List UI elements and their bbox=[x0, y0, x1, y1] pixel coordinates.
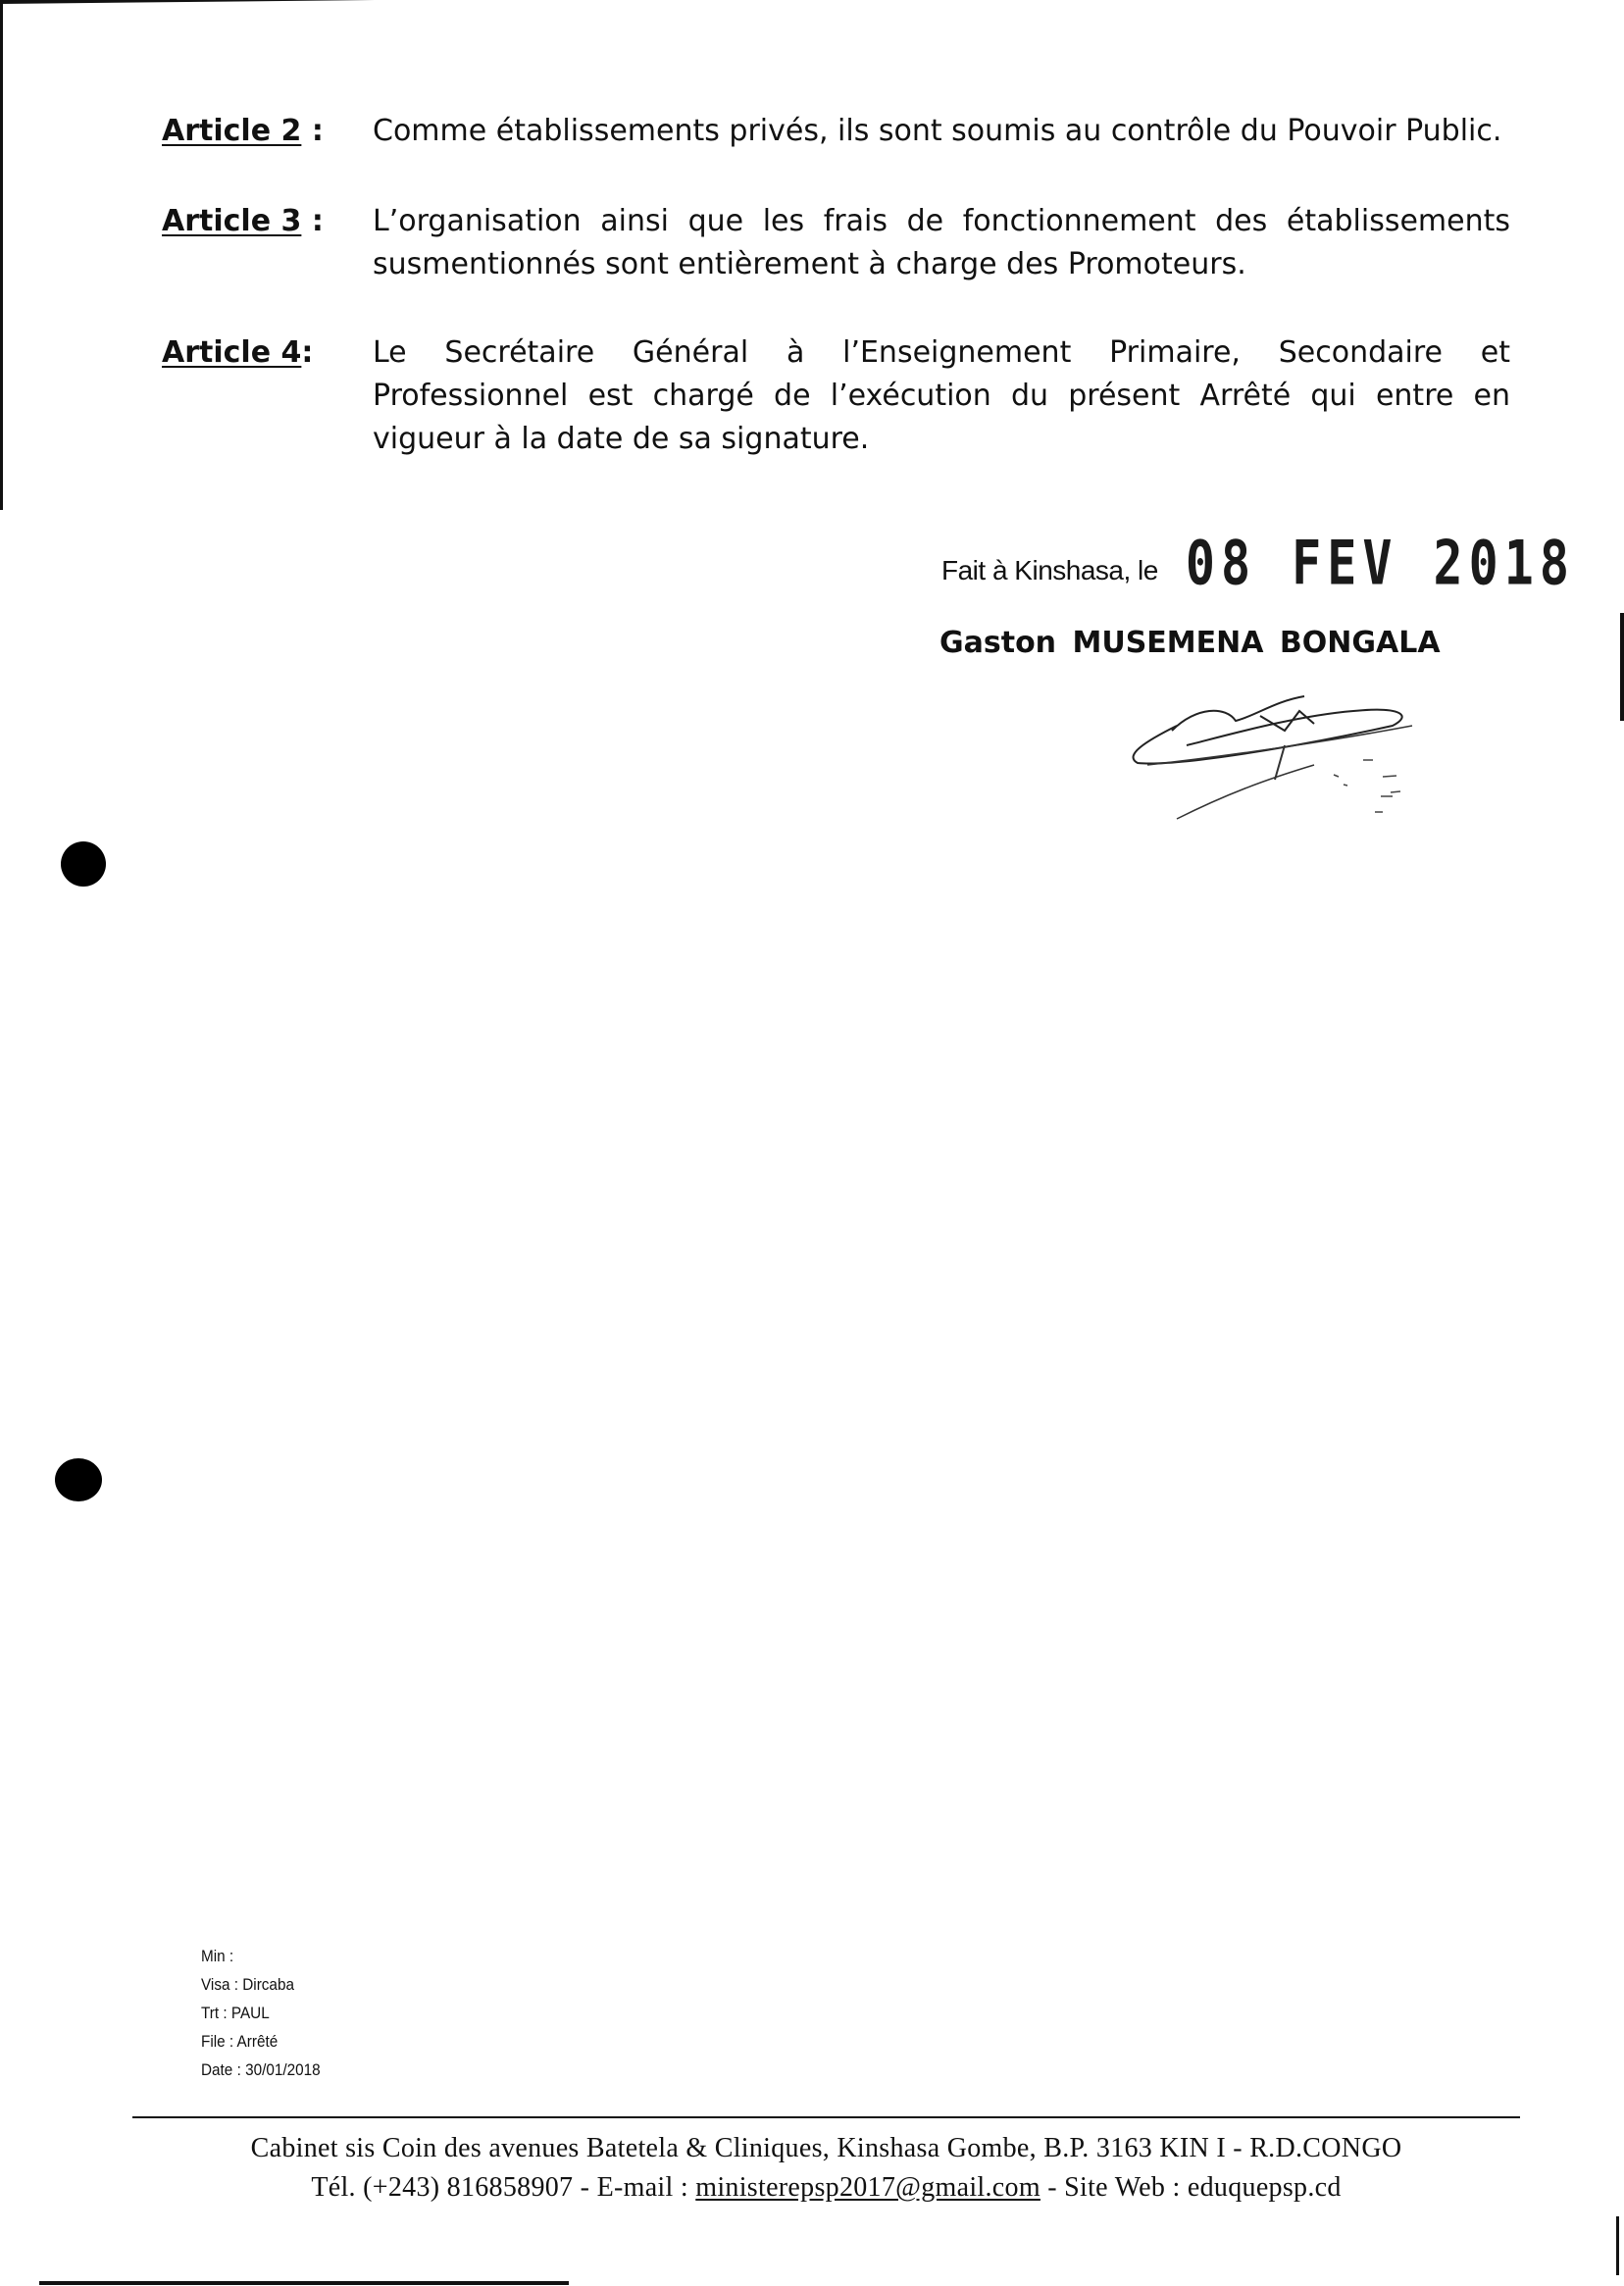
handwritten-signature bbox=[1118, 686, 1451, 834]
footer-address bbox=[132, 2133, 1520, 2164]
article-label bbox=[162, 331, 368, 375]
meta-visa: Visa : Dircaba bbox=[201, 1975, 294, 1994]
punch-hole bbox=[55, 1458, 102, 1501]
footer-contact bbox=[132, 2172, 1520, 2204]
footer-divider bbox=[132, 2116, 1520, 2118]
scan-edge-right bbox=[1620, 613, 1624, 721]
article-text: Comme établissements privés, ils sont soumis au contrôle du Pouvoir Public. bbox=[373, 114, 1502, 148]
meta-trt: Trt : PAUL bbox=[201, 2004, 270, 2022]
punch-hole bbox=[61, 841, 106, 887]
footer-email-link[interactable]: ministerepsp2017@gmail.com bbox=[695, 2172, 1040, 2203]
footer-tel: Tél. (+243) 816858907 - E-mail : bbox=[311, 2172, 696, 2203]
signer-name: Gaston MUSEMENA BONGALA bbox=[939, 626, 1441, 660]
scan-edge-bottom bbox=[39, 2281, 569, 2285]
article-label bbox=[162, 200, 368, 243]
article-label-sep: : bbox=[301, 204, 324, 238]
place-and-date bbox=[941, 527, 1575, 599]
reference-block bbox=[201, 1942, 321, 2084]
article-text: Le Secrétaire Général à l’Enseignement Primaire, Secondaire et Professionnel est chargé de l’exécution du présent Arrêté qui entre en vigueur à la date de sa signature. bbox=[373, 335, 1510, 456]
scan-edge-left bbox=[0, 0, 3, 510]
place-label: Fait à Kinshasa, le bbox=[941, 555, 1158, 585]
date-stamp: 08 FEV 2018 bbox=[1185, 527, 1575, 599]
article-label-text: Article 2 bbox=[162, 114, 302, 148]
article-label-sep: : bbox=[301, 114, 324, 148]
article-label-text: Article 3 bbox=[162, 204, 302, 238]
footer-address-text: Cabinet sis Coin des avenues Batetela & Cliniques, Kinshasa Gombe, B.P. 3163 KIN I - R.D.CONGO bbox=[250, 2133, 1402, 2163]
meta-file: File : Arrêté bbox=[201, 2032, 279, 2051]
scan-edge-bottom-right bbox=[1616, 2216, 1619, 2275]
article-label-sep: : bbox=[301, 335, 314, 370]
footer-site: - Site Web : eduquepsp.cd bbox=[1040, 2172, 1342, 2203]
scan-edge-top bbox=[0, 0, 451, 4]
meta-min: Min : bbox=[201, 1947, 234, 1965]
article-text: L’organisation ainsi que les frais de fonctionnement des établissements susmentionnés sont entièrement à charge des Promoteurs. bbox=[373, 204, 1510, 281]
article-label bbox=[162, 110, 368, 153]
article-label-text: Article 4 bbox=[162, 335, 302, 370]
meta-date: Date : 30/01/2018 bbox=[201, 2060, 321, 2079]
